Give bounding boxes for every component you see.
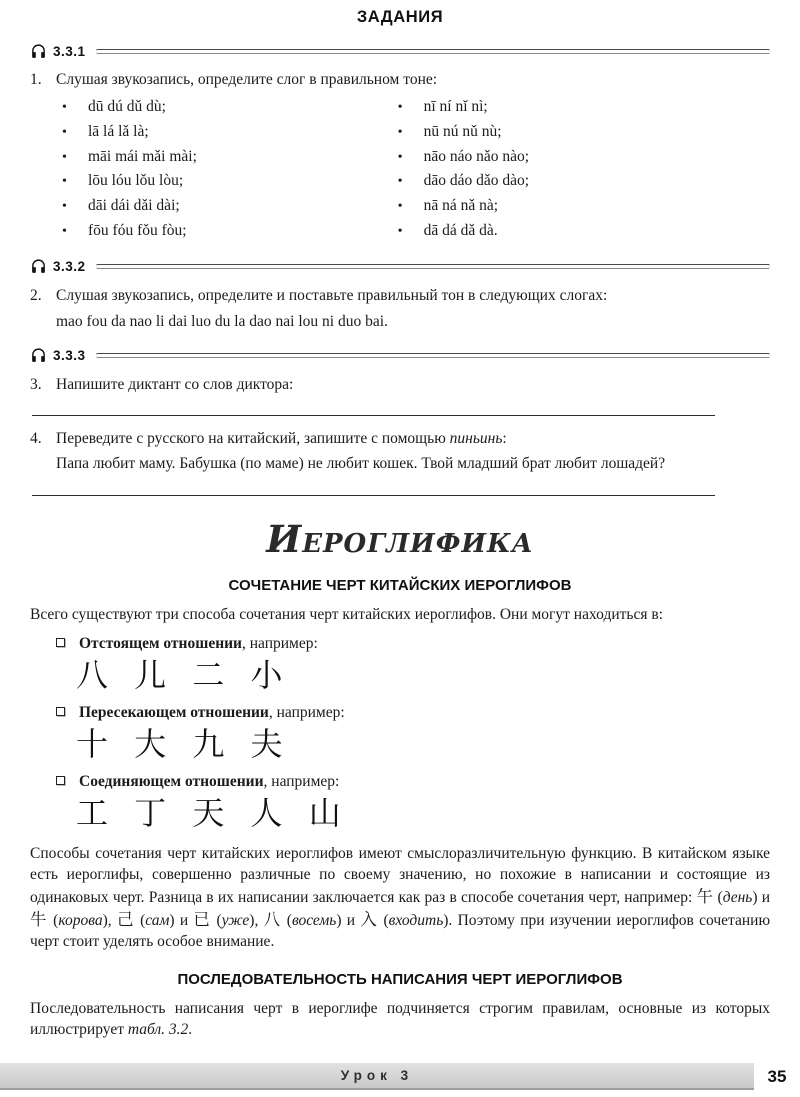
section-rule: [96, 353, 770, 358]
bullet-icon: •: [62, 223, 67, 239]
square-bullet-icon: [56, 638, 65, 647]
relation-label: Соединяющем отношении, например:: [79, 772, 340, 790]
stroke-relation-item-3: [56, 772, 770, 833]
audio-section-3-3-2: [30, 258, 770, 276]
list-item: [392, 169, 770, 194]
bullet-icon: •: [62, 149, 67, 165]
list-item: [56, 95, 392, 120]
stroke-relation-item-1: [56, 634, 770, 695]
hanzi-examples: 八 儿 二 小: [76, 655, 283, 694]
pinyin-tone-lists: [56, 95, 770, 244]
chapter-title-rest: ЕРОГЛИФИКА: [302, 529, 534, 560]
square-bullet-icon: [56, 776, 65, 785]
combination-paragraph: Способы сочетания черт китайских иероглифов имеют смыслоразличительную функцию. В китайском языке есть иероглифы, совершенно различные по своему значению, но похожие в написании и состоящие из одинаковых черт. Разница в их написании заключается как раз в способе сочетания черт, например: 午 (день) и 牛 (корова), 己 (сам) и 已 (уже), 八 (восемь) и 入 (входить). Поэтому при изучении иероглифов сочетанию черт стоит уделять особое внимание.: [30, 845, 771, 951]
bullet-icon: •: [397, 174, 403, 190]
pinyin-item: nū nú nǔ nù;: [423, 122, 502, 140]
pinyin-item: dā dá dǎ dà.: [423, 221, 498, 239]
list-item: [392, 219, 770, 244]
subheading-stroke-order: ПОСЛЕДОВАТЕЛЬНОСТЬ НАПИСАНИЯ ЧЕРТ ИЕРОГЛИФОВ: [177, 970, 623, 988]
hanzi-examples: 工 丁 天 人 山: [76, 794, 341, 833]
section-rule: [96, 49, 770, 54]
pinyin-item: lā lá lǎ là;: [88, 122, 149, 140]
bullet-icon: •: [397, 199, 403, 215]
square-bullet-icon: [56, 707, 65, 716]
list-item: [392, 120, 770, 145]
pinyin-item: dāo dáo dǎo dào;: [423, 172, 530, 190]
hanzi-inline: 入: [360, 909, 379, 929]
headphones-icon: [30, 347, 47, 364]
task-4-sentences: Папа любит маму. Бабушка (по маме) не любит кошек. Твой младший брат любит лошадей?: [56, 455, 666, 473]
task-4: [30, 429, 770, 450]
bullet-icon: •: [62, 124, 67, 140]
hanzi-inline: 八: [263, 909, 282, 929]
list-item: [56, 219, 392, 244]
task-number: 1.: [30, 71, 42, 88]
footer-bar: [0, 1063, 754, 1090]
bullet-icon: •: [397, 124, 403, 140]
pinyin-item: nī ní nǐ nì;: [423, 97, 488, 115]
audio-section-number: 3.3.1: [53, 43, 86, 59]
chapter-title-initial: И: [266, 517, 303, 562]
task-3: [30, 375, 770, 396]
task-text: Слушая звукозапись, определите и поставьте правильный тон в следующих слогах:: [56, 286, 608, 304]
task-number: 4.: [30, 430, 42, 448]
task-text: Переведите с русского на китайский, запишите с помощью пиньинь:: [56, 430, 507, 448]
list-item: [56, 169, 392, 194]
task-text: Напишите диктант со слов диктора:: [56, 375, 294, 393]
pinyin-item: nā ná nǎ nà;: [423, 197, 499, 215]
headphones-icon: [30, 258, 47, 275]
pinyin-list-right: [392, 95, 770, 244]
task-text: Слушая звукозапись, определите слог в правильном тоне:: [56, 71, 438, 88]
bullet-icon: •: [62, 174, 67, 190]
list-item: [392, 95, 770, 120]
pinyin-item: māi mái mǎi mài;: [88, 147, 197, 165]
bullet-icon: •: [62, 99, 67, 115]
audio-section-number: 3.3.2: [53, 259, 86, 275]
relation-label: Отстоящем отношении, например:: [79, 634, 318, 652]
pinyin-item: lōu lóu lǒu lòu;: [88, 172, 184, 190]
footer-lesson-label: Урок 3: [340, 1068, 414, 1083]
task-number: 3.: [30, 375, 42, 393]
footer-page-number: 35: [767, 1066, 787, 1086]
chapter-title: [30, 517, 770, 562]
task-2: [30, 286, 770, 307]
subheading-stroke-combination: СОЧЕТАНИЕ ЧЕРТ КИТАЙСКИХ ИЕРОГЛИФОВ: [228, 577, 572, 595]
hanzi-inline: 已: [193, 909, 212, 929]
list-item: [56, 194, 392, 219]
hanzi-inline: 午: [696, 886, 714, 906]
hanzi-inline: 己: [116, 909, 135, 929]
pinyin-item: nāo náo nǎo nào;: [423, 147, 530, 165]
page-title: ЗАДАНИЯ: [356, 8, 444, 26]
blank-answer-line: [32, 478, 715, 496]
syllables-line: mao fou da nao li dai luo du la dao nai lou ni duo bai.: [56, 312, 388, 330]
hanzi-inline: 牛: [30, 909, 48, 929]
pinyin-list-left: [56, 95, 392, 244]
bullet-icon: •: [397, 99, 403, 115]
pinyin-item: dāi dái dǎi dài;: [88, 197, 180, 215]
list-item: [392, 194, 770, 219]
audio-section-number: 3.3.3: [53, 348, 86, 364]
stroke-relation-item-2: [56, 703, 770, 764]
audio-section-3-3-1: [30, 42, 770, 60]
stroke-order-paragraph: Последовательность написания черт в иероглифе подчиняется строгим правилам, основные из которых иллюстрирует табл. 3.2.: [30, 999, 770, 1039]
audio-section-3-3-3: [30, 347, 770, 365]
task-1: [30, 70, 770, 91]
headphones-icon: [30, 43, 47, 60]
bullet-icon: •: [397, 223, 403, 239]
intro-paragraph: Всего существуют три способа сочетания черт китайских иероглифов. Они могут находиться в:: [30, 606, 663, 624]
list-item: [56, 145, 392, 170]
page-footer: [0, 1064, 800, 1089]
pinyin-item: fōu fóu fǒu fòu;: [88, 221, 187, 239]
relation-label: Пересекающем отношении, например:: [79, 703, 345, 721]
list-item: [56, 120, 392, 145]
list-item: [392, 145, 770, 170]
blank-answer-line: [32, 398, 715, 416]
hanzi-examples: 十 大 九 夫: [76, 724, 283, 763]
italic-term: пиньинь: [449, 430, 503, 448]
table-reference: табл. 3.2: [127, 1021, 189, 1039]
pinyin-item: dū dú dǔ dù;: [88, 97, 166, 115]
bullet-icon: •: [397, 149, 403, 165]
bullet-icon: •: [62, 199, 67, 215]
task-number: 2.: [30, 286, 42, 304]
section-rule: [96, 264, 770, 269]
